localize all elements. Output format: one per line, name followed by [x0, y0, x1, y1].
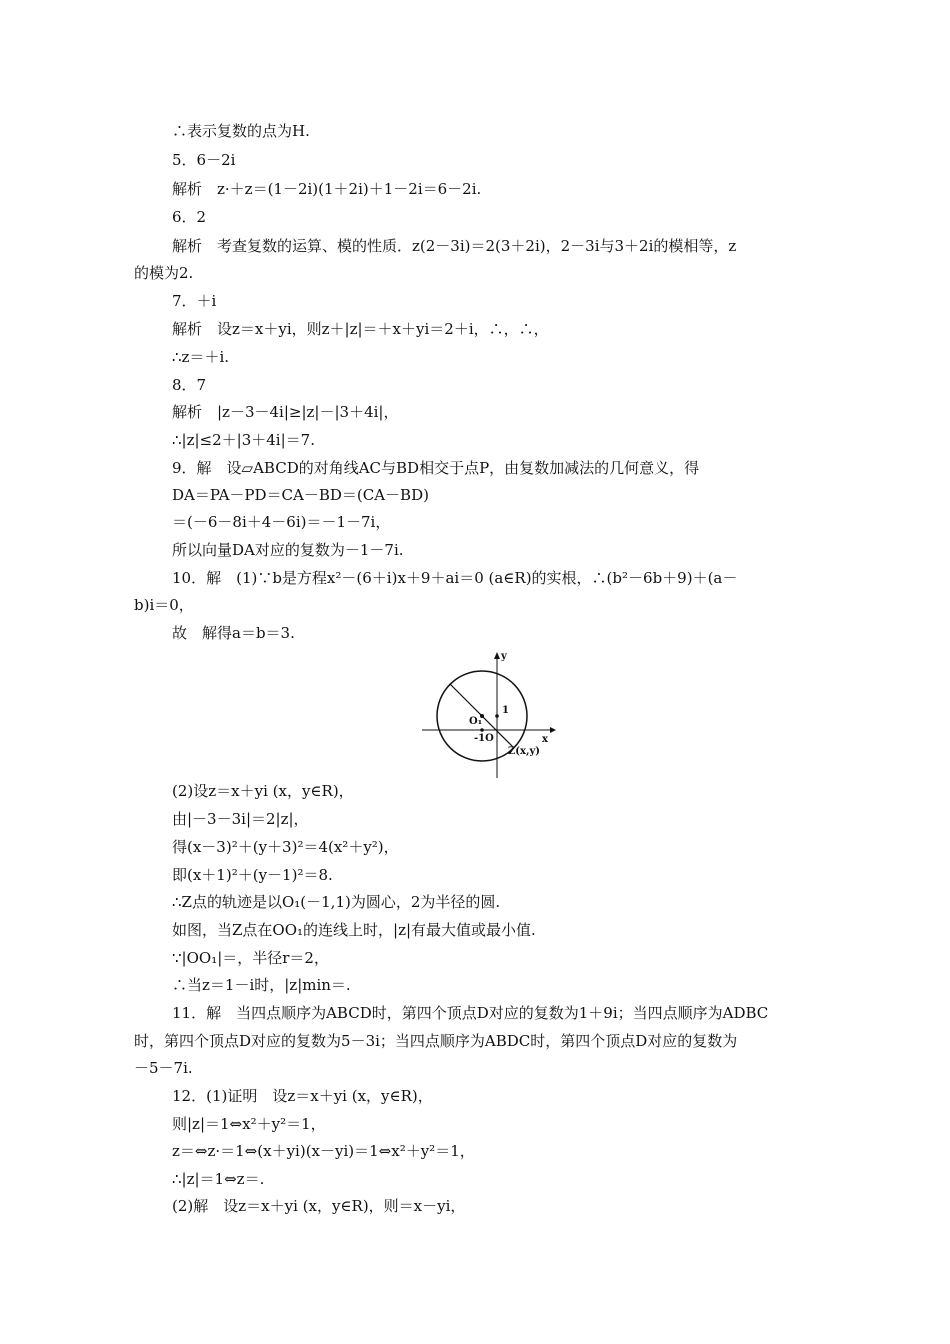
text-line: DA＝PA－PD＝CA－BD＝(CA－BD) [172, 486, 429, 504]
text-line: 则|z|＝1⇔x²＋y²＝1， [172, 1115, 326, 1133]
text-line: 解析 考查复数的运算、模的性质．z(2－3i)＝2(3＋2i)，2－3i与3＋2i的模相等，z [172, 237, 737, 255]
text-line: 时，第四个顶点D对应的复数为5－3i；当四点顺序为ABDC时，第四个顶点D对应的复数为 [134, 1032, 738, 1050]
text-line: z＝⇔z·＝1⇔(x＋yi)(x－yi)＝1⇔x²＋y²＝1， [172, 1142, 475, 1160]
center-label: O₁ [469, 716, 483, 727]
x-axis-label: x [542, 734, 548, 745]
text-line: ∴当z＝1－i时，|z|min＝. [172, 976, 351, 994]
text-line: 10．解 (1)∵b是方程x²－(6＋i)x＋9＋ai＝0 (a∈R)的实根，∴(b²－6b＋9)＋(a－ [172, 569, 738, 587]
text-line: 如图，当Z点在OO₁的连线上时，|z|有最大值或最小值. [172, 921, 536, 939]
text-line: 8．7 [172, 376, 207, 394]
point-z-label: Z(x,y) [508, 746, 541, 757]
text-line: ∵|OO₁|＝，半径r＝2， [172, 949, 329, 967]
text-line: 7．＋i [172, 292, 217, 310]
text-line: 故 解得a＝b＝3. [172, 624, 295, 642]
text-line: 由|－3－3i|＝2|z|， [172, 810, 309, 828]
text-line: ∴表示复数的点为H. [172, 122, 310, 140]
text-line: 即(x＋1)²＋(y－1)²＝8. [172, 866, 333, 884]
text-line: ∴z＝＋i. [172, 348, 230, 366]
text-line: (2)解 设z＝x＋yi (x，y∈R)，则＝x－yi， [172, 1197, 466, 1215]
text-line: 12．(1)证明 设z＝x＋yi (x，y∈R)， [172, 1087, 433, 1105]
text-line: 5．6－2i [172, 151, 236, 169]
x-axis-arrow [550, 727, 556, 733]
text-line: 的模为2. [134, 264, 194, 282]
text-line: 解析 设z＝x＋yi，则z＋|z|＝＋x＋yi＝2＋i，∴，∴， [172, 320, 549, 338]
text-line: 解析 |z－3－4i|≥|z|－|3＋4i|， [172, 403, 399, 421]
text-line: 6．2 [172, 208, 207, 226]
origin-label: -1O [474, 733, 494, 744]
text-line: 所以向量DA对应的复数为－1－7i. [172, 541, 404, 559]
y-axis-label: y [501, 651, 507, 662]
circle-diagram-svg [420, 650, 560, 780]
point-neg-one [480, 728, 484, 732]
text-line: b)i＝0， [134, 596, 194, 614]
text-line: ∴|z|≤2＋|3＋4i|＝7. [172, 431, 315, 449]
tick-label-one: 1 [502, 705, 509, 716]
text-line: 得(x－3)²＋(y＋3)²＝4(x²＋y²)， [172, 838, 399, 856]
text-line: 9．解 设▱ABCD的对角线AC与BD相交于点P，由复数加减法的几何意义，得 [172, 459, 700, 477]
text-line: 11．解 当四点顺序为ABCD时，第四个顶点D对应的复数为1＋9i；当四点顺序为ADBC [172, 1004, 769, 1022]
text-line: ∴Z点的轨迹是以O₁(－1,1)为圆心，2为半径的圆. [172, 893, 501, 911]
y-axis-arrow [494, 652, 500, 659]
text-line: ∴|z|＝1⇔z＝. [172, 1170, 265, 1188]
text-line: (2)设z＝x＋yi (x，y∈R)， [172, 782, 354, 800]
text-line: 解析 z·＋z＝(1－2i)(1＋2i)＋1－2i＝6－2i. [172, 180, 482, 198]
text-line: －5－7i. [134, 1059, 193, 1077]
text-line: ＝(－6－8i＋4－6i)＝－1－7i， [172, 513, 391, 531]
point-one [495, 714, 499, 718]
circle-diagram [420, 650, 560, 780]
